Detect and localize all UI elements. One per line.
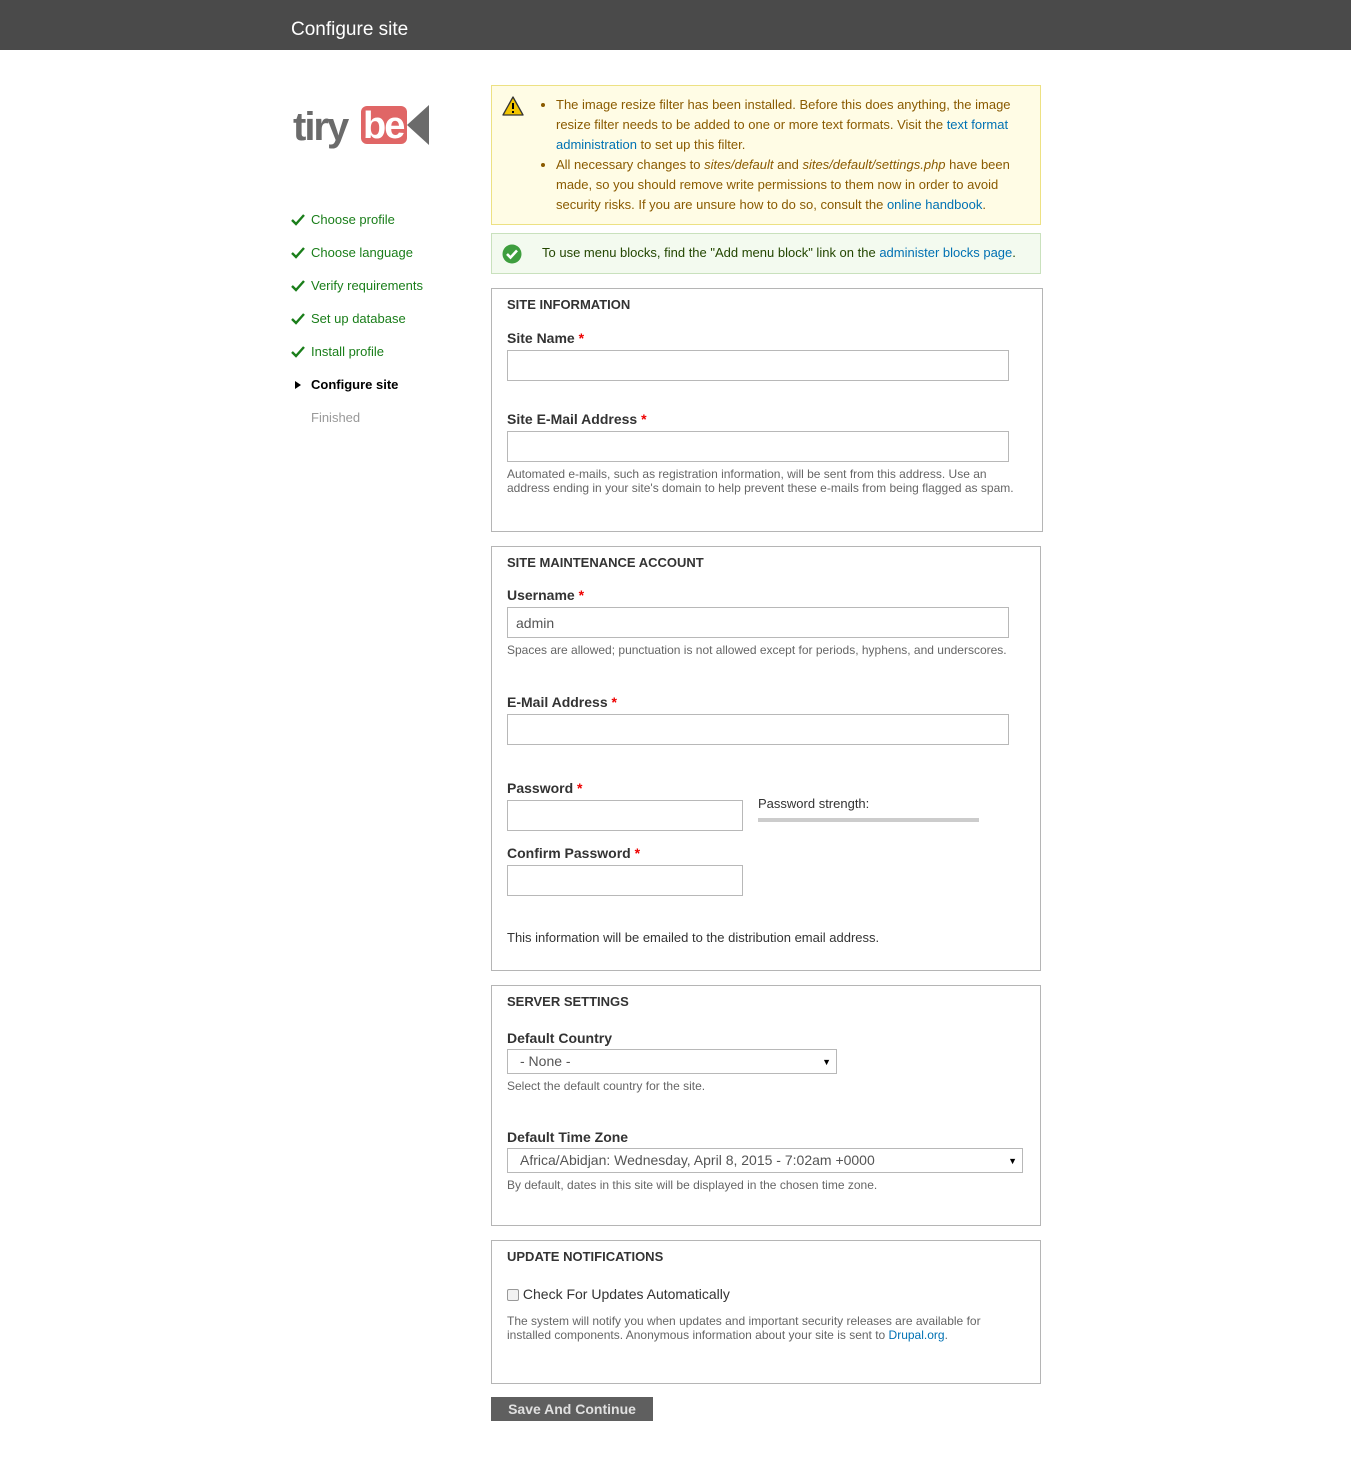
site-email-input[interactable] bbox=[507, 431, 1009, 462]
site-email-label: Site E-Mail Address * bbox=[507, 411, 647, 427]
maintenance-account-fieldset bbox=[491, 546, 1041, 971]
page-title: Configure site bbox=[291, 19, 409, 40]
logo-graphic bbox=[291, 100, 431, 154]
check-icon bbox=[291, 312, 305, 326]
site-information-fieldset bbox=[491, 288, 1043, 532]
step-label: Choose profile bbox=[311, 212, 395, 227]
site-information-legend: SITE INFORMATION bbox=[507, 297, 631, 312]
site-name-label: Site Name * bbox=[507, 330, 585, 346]
default-country-description: Select the default country for the site. bbox=[507, 1079, 706, 1093]
default-timezone-value: Africa/Abidjan: Wednesday, April 8, 2015 - 7:02am +0000 bbox=[520, 1152, 875, 1168]
warning-item-image-resize: • The image resize filter has been installed. Before this does anything, the image resize filter needs to be added to one or more text formats. Visit the text format administration to set up this filter. bbox=[556, 95, 1026, 155]
step-label: Set up database bbox=[311, 311, 406, 326]
online-handbook-link[interactable]: online handbook bbox=[886, 197, 983, 212]
step-choose-language bbox=[291, 243, 423, 276]
server-settings-fieldset bbox=[491, 985, 1041, 1226]
default-timezone-select[interactable] bbox=[507, 1148, 1023, 1173]
administer-blocks-link[interactable]: administer blocks page bbox=[879, 245, 1013, 260]
confirm-password-label: Confirm Password * bbox=[507, 845, 641, 861]
step-verify-requirements bbox=[291, 276, 423, 309]
step-label: Finished bbox=[311, 410, 361, 425]
email-input[interactable] bbox=[507, 714, 1009, 745]
username-description: Spaces are allowed; punctuation is not allowed except for periods, hyphens, and underscores. bbox=[507, 643, 1007, 657]
password-label: Password * bbox=[507, 780, 583, 796]
step-install-profile bbox=[291, 342, 423, 375]
default-country-value: - None - bbox=[520, 1053, 571, 1069]
default-country-label: Default Country bbox=[507, 1030, 612, 1046]
check-updates-checkbox[interactable] bbox=[507, 1289, 519, 1301]
password-input[interactable] bbox=[507, 800, 743, 831]
username-input[interactable] bbox=[507, 607, 1009, 638]
username-label: Username * bbox=[507, 587, 585, 603]
svg-text:tiry: tiry bbox=[293, 105, 348, 149]
check-icon bbox=[291, 246, 305, 260]
password-row bbox=[507, 779, 1025, 827]
warning-message bbox=[491, 85, 1041, 225]
site-logo bbox=[291, 100, 431, 154]
check-circle-icon bbox=[502, 244, 522, 264]
step-set-up-database bbox=[291, 309, 423, 342]
password-strength-bar bbox=[758, 818, 979, 822]
site-name-input[interactable] bbox=[507, 350, 1009, 381]
main-content bbox=[491, 85, 1041, 1421]
maintenance-account-legend: SITE MAINTENANCE ACCOUNT bbox=[507, 555, 704, 570]
drupal-org-link[interactable]: Drupal.org bbox=[888, 1328, 945, 1342]
confirm-password-input[interactable] bbox=[507, 865, 743, 896]
caret-down-icon: ▼ bbox=[822, 1057, 831, 1067]
step-label: Configure site bbox=[311, 377, 399, 392]
step-label: Verify requirements bbox=[311, 278, 423, 293]
default-country-select[interactable] bbox=[507, 1049, 837, 1074]
default-timezone-label: Default Time Zone bbox=[507, 1129, 629, 1145]
check-icon bbox=[291, 213, 305, 227]
install-steps bbox=[291, 210, 423, 441]
step-label: Choose language bbox=[311, 245, 413, 260]
page-header bbox=[0, 0, 1351, 50]
maintenance-note: This information will be emailed to the distribution email address. bbox=[507, 930, 880, 945]
check-icon bbox=[291, 345, 305, 359]
site-email-description: Automated e-mails, such as registration information, will be sent from this address. Use an address ending in your site's domain to help prevent these e-mails from being flagged as spam. bbox=[507, 467, 1014, 495]
warning-triangle-icon bbox=[502, 96, 524, 116]
check-updates-label[interactable]: Check For Updates Automatically bbox=[522, 1286, 730, 1302]
step-finished bbox=[291, 408, 423, 441]
update-notifications-description: The system will notify you when updates and important security releases are available for installed components. Anonymous information about your site is sent to Drupal.org. bbox=[507, 1314, 981, 1342]
svg-text:be: be bbox=[363, 105, 404, 147]
update-notifications-fieldset bbox=[491, 1240, 1041, 1384]
text-format-admin-link[interactable]: text format administration bbox=[556, 117, 1009, 152]
caret-down-icon: ▼ bbox=[1008, 1156, 1017, 1166]
save-and-continue-button[interactable]: Save And Continue bbox=[491, 1397, 653, 1421]
default-timezone-description: By default, dates in this site will be displayed in the chosen time zone. bbox=[507, 1178, 878, 1192]
password-strength bbox=[758, 796, 979, 822]
triangle-right-icon bbox=[291, 378, 305, 392]
check-updates-row bbox=[507, 1286, 1025, 1302]
check-icon bbox=[291, 279, 305, 293]
step-label: Install profile bbox=[311, 344, 384, 359]
password-strength-label: Password strength: bbox=[758, 796, 870, 811]
warning-item-permissions: • All necessary changes to sites/default and sites/default/settings.php have been made, so you should remove write permissions to them now in order to avoid security risks. If you are unsure how to do so, consult the online handbook. bbox=[556, 155, 1026, 215]
server-settings-legend: SERVER SETTINGS bbox=[507, 994, 629, 1009]
update-notifications-legend: UPDATE NOTIFICATIONS bbox=[507, 1249, 664, 1264]
step-choose-profile bbox=[291, 210, 423, 243]
step-configure-site bbox=[291, 375, 423, 408]
email-label: E-Mail Address * bbox=[507, 694, 617, 710]
status-message: To use menu blocks, find the "Add menu block" link on the administer blocks page. bbox=[491, 233, 1041, 274]
